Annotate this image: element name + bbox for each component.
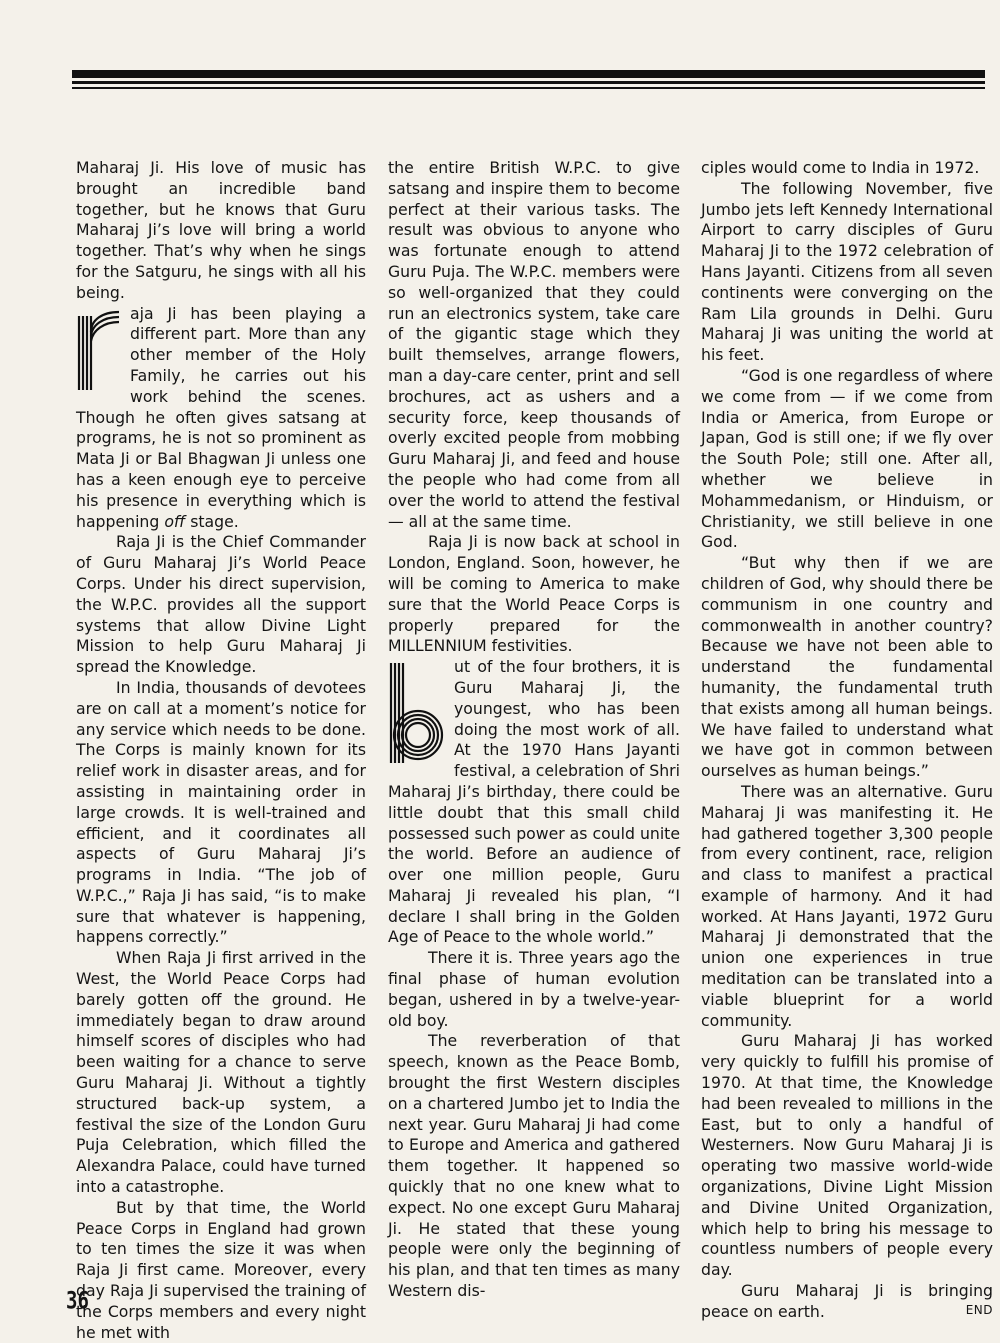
paragraph-text-end: stage.: [185, 511, 239, 531]
paragraph: The following November, five Jumbo jets left Kennedy International Airport to carry disciples of Guru Maharaj Ji to the 1972 celebration of Hans Jayanti. Citizens from all seven continents were converging on the Ram Lila grounds in Delhi. Guru Maharaj Ji was uniting the world at his feet.: [701, 178, 993, 365]
paragraph: “God is one regardless of where we come from — if we come from India or America, from Europe or Japan, God is still one; if we fly over the South Pole; still one. After all, whether we believe in Mohammedanism, or Hinduism, or Christianity, we still believe in one God.: [701, 365, 993, 552]
paragraph: When Raja Ji first arrived in the West, the World Peace Corps had barely gotten off the ground. He immediately began to draw around himself scores of disciples who had been waiting for a chance to serve Guru Maharaj Ji. Without a tightly structured back-up system, a festival the size of the London Guru Puja Celebration, which filled the Alexandra Palace, could have turned into a catastrophe.: [76, 948, 366, 1197]
dropcap-b: [388, 659, 444, 767]
article-column-1: [76, 158, 366, 1343]
header-rule-thick: [72, 70, 985, 78]
dropcap-r: [76, 306, 120, 390]
paragraph: Raja Ji is the Chief Commander of Guru Maharaj Ji’s World Peace Corps. Under his direct supervision, the W.P.C. provides all the support systems that allow Divine Light Mission to help Guru Maharaj Ji spread the Knowledge.: [76, 532, 366, 677]
paragraph-text: ut of the four brothers, it is Guru Maharaj Ji, the youngest, who has been doing the most work of all. At the 1970 Hans Jayanti festival, a celebration of Shri Maharaj Ji’s birthday, there could be little doubt that this small child possessed such power as could unite the world. Before an audience of over one million people, Guru Maharaj Ji revealed his plan, “I declare I shall bring in the Golden Age of Peace to the whole world.”: [388, 657, 680, 947]
paragraph-text: aja Ji has been playing a different part. More than any other member of the Holy Family, he carries out his work behind the scenes. Though he often gives satsang at programs, he is not so prominent as Mata Ji or Bal Bhagwan Ji unless one has a keen enough eye to perceive his presence in everything which is happening: [76, 303, 366, 531]
paragraph: ciples would come to India in 1972.: [701, 158, 980, 177]
paragraph: The reverberation of that speech, known as the Peace Bomb, brought the first Western disciples on a chartered Jumbo jet to India the next year. Guru Maharaj Ji had come to Europe and America and gathered them together. It happened so quickly that no one knew what to expect. No one except Guru Maharaj Ji. He stated that these young people were only the beginning of his plan, and that ten times as many Western dis-: [388, 1031, 680, 1301]
paragraph: [388, 657, 680, 948]
end-mark: END: [965, 1302, 993, 1317]
header-rule-mid: [72, 81, 985, 84]
paragraph: There was an alternative. Guru Maharaj Ji was manifesting it. He had gathered together 3,300 people from every continent, race, religion and class to manifest a practical example of harmony. And it had worked. At Hans Jayanti, 1972 Guru Maharaj Ji demonstrated that the union one experiences in true meditation can be translated into a viable blueprint for a world community.: [701, 781, 993, 1030]
article-column-3: [701, 158, 993, 1323]
header-rule-thin: [72, 87, 985, 89]
paragraph: There it is. Three years ago the final phase of human evolution began, ushered in by a twelve-year-old boy.: [388, 948, 680, 1030]
dropcap-r-glyph: [76, 306, 120, 390]
italic-word: off: [164, 511, 186, 531]
article-column-2: [388, 158, 680, 1302]
page-number: 36: [66, 1287, 89, 1315]
closing-line: Guru Maharaj Ji is bringing peace on earth.: [701, 1281, 993, 1321]
dropcap-b-glyph: [388, 659, 444, 767]
paragraph: Guru Maharaj Ji has worked very quickly to fulfill his promise of 1970. At that time, the Knowledge had been revealed to millions in the East, but to only a handful of Westerners. Now Guru Maharaj Ji is operating two massive world-wide organizations, Divine Light Mission and Divine United Organization, which help to bring his message to countless numbers of people every day.: [701, 1031, 993, 1280]
paragraph: “But why then if we are children of God, why should there be communism in one country and commonwealth in another country? Because we have not been able to understand the fundamental humanity, the fundamental truth that exists among all human beings. We have failed to understand what we have got in common between ourselves as human beings.”: [701, 553, 993, 781]
paragraph: Maharaj Ji. His love of music has brought an incredible band together, but he knows that Guru Maharaj Ji’s love will bring a world together. That’s why when he sings for the Satguru, he sings with all his being.: [76, 158, 366, 302]
svg-text:r: r: [76, 305, 77, 307]
paragraph: In India, thousands of devotees are on call at a moment’s notice for any service which needs to be done. The Corps is mainly known for its relief work in disaster areas, and for assisting in maintaining order in large crowds. It is well-trained and efficient, and it coordinates all aspects of Guru Maharaj Ji’s programs in India. “The job of W.P.C.,” Raja Ji has said, “is to make sure that whatever is happening, happens correctly.”: [76, 677, 366, 947]
paragraph: Raja Ji is now back at school in London, England. Soon, however, he will be coming to America to make sure that the World Peace Corps is properly prepared for the MILLENNIUM festivities.: [388, 532, 680, 656]
paragraph: [76, 304, 366, 533]
svg-text:b: b: [388, 659, 389, 661]
paragraph: the entire British W.P.C. to give satsang and inspire them to become perfect at their various tasks. The result was obvious to anyone who was fortunate enough to attend Guru Puja. The W.P.C. members were so well-organized that they could run an electronics system, take care of the gigantic stage which they built themselves, arrange flowers, man a day-care center, print and sell brochures, act as ushers and a security force, keep thousands of overly excited people from mobbing Guru Maharaj Ji, and feed and house the people who had come from all over the world to attend the festival — all at the same time.: [388, 158, 680, 531]
paragraph: But by that time, the World Peace Corps in England had grown to ten times the size it was when Raja Ji first came. Moreover, every day Raja Ji supervised the training of the Corps members and every night he met with: [76, 1197, 366, 1342]
paragraph: [701, 1281, 993, 1323]
